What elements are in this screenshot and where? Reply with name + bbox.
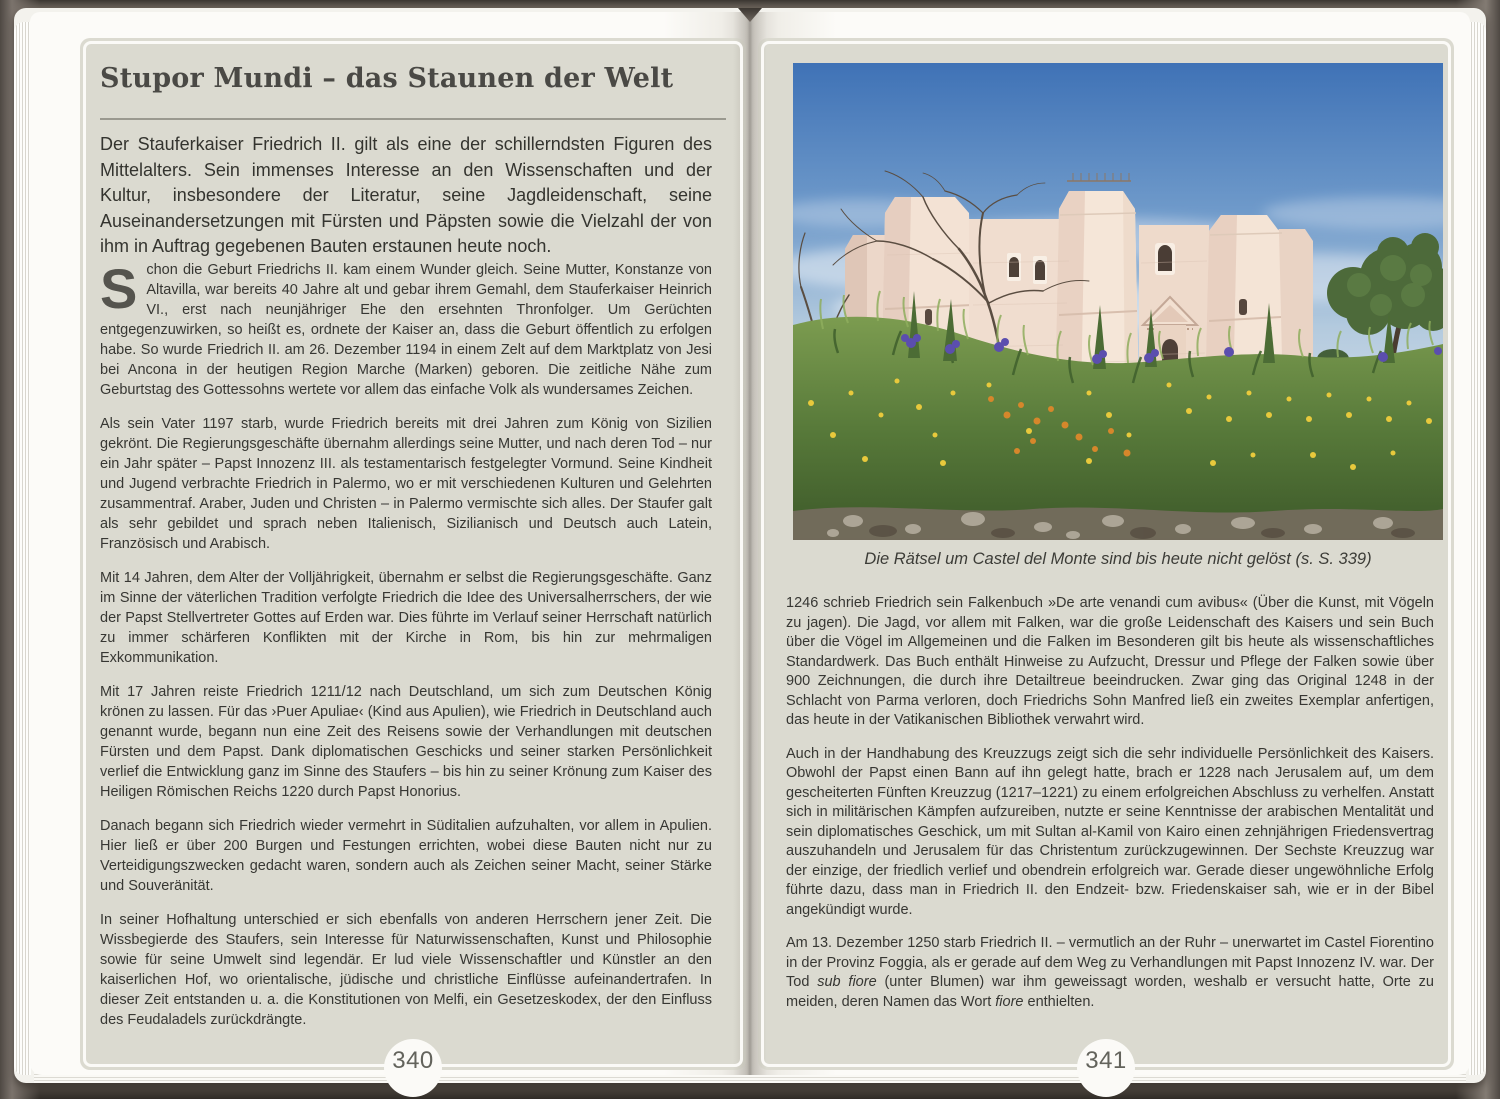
body-paragraph: Mit 17 Jahren reiste Friedrich 1211/12 nach Deutschland, um sich zum Deutschen König krönen zu lassen. Für das ›Puer Apuliae‹ (Kind aus Apulien), wie Friedrich in Deutschland auch genannt wurde, begann nun eine Zeit des Reisens sowie der Verhandlungen mit deutschen Fürsten und dem Papst. Dank diplomatischen Geschicks und seiner starken Persönlichkeit verlief die Entwicklung ganz im Sinne des Staufers – bis hin zu seiner Krönung zum Kaiser des Heiligen Römischen Reichs 1220 durch Papst Honorius. <box>100 684 712 800</box>
right-text-column <box>786 594 1434 1026</box>
page-number-badge-left <box>384 1039 442 1097</box>
right-page-panel <box>758 38 1454 1074</box>
page-number-badge-right <box>1077 1039 1135 1097</box>
page-number-left: 340 <box>392 1047 434 1074</box>
body-paragraph: Schon die Geburt Friedrichs II. kam einem Wunder gleich. Seine Mutter, Konstanze von Altavilla, war bereits 40 Jahre alt und gebar ihrem Gemahl, dem Stauferkaiser Heinrich VI., erst nach neunjähriger Ehe den ersehnten Thronfolger. Um Gerüchten entgegenzuwirken, so heißt es, ordnete der Kaiser an, dass die Geburt öffentlich zu erfolgen habe. So wurde Friedrich II. am 26. Dezember 1194 in einem Zelt auf dem Marktplatz von Jesi bei Ancona in der heutigen Region Marche (Marken) geboren. Die zeitliche Nähe zum Geburtstag des Gottessohns wertete vor allem das einfache Volk als wundersames Zeichen. <box>100 257 712 398</box>
body-paragraph: Auch in der Handhabung des Kreuzzugs zeigt sich die sehr individuelle Persönlichkeit des Kaisers. Obwohl der Papst einen Bann auf ihn gelegt hatte, brach er 1228 nach Jerusalem auf, um dem gescheiterten Fünften Kreuzzug (1217–1221) zu einem erfolgreichen Abschluss zu verhelfen. Anstatt sich in militärischen Kämpfen aufzureiben, nutzte er seine Kenntnisse der arabischen Mentalität und sein diplomatisches Geschick, um mit Sultan al-Kamil von Kairo einen zehnjährigen Friedensvertrag auszuhandeln und Jerusalem für das Christentum zurückzugewinnen. Der Sechste Kreuzzug war der einzige, der friedlich verlief und obendrein erfolgreich war. Gerade dieser ungewöhnliche Erfolg führte dazu, dass man in Friedrich II. den Endzeit- bzw. Friedenskaiser sah, wie er in der Bibel angekündigt wurde. <box>786 745 1434 918</box>
castel-del-monte-photo <box>793 63 1443 540</box>
right-page <box>750 12 1470 1075</box>
photo-caption: Die Rätsel um Castel del Monte sind bis heute nicht gelöst (s. S. 339) <box>864 550 1372 568</box>
drop-cap: S <box>100 257 138 320</box>
title-rule <box>100 118 726 120</box>
page-number-right: 341 <box>1085 1047 1127 1074</box>
page-title: Stupor Mundi – das Staunen der Welt <box>100 63 674 94</box>
body-paragraph: Als sein Vater 1197 starb, wurde Friedrich bereits mit drei Jahren zum König von Sizilien gekrönt. Die Regierungsgeschäfte übernahm allerdings seine Mutter, und nach deren Tod – nur ein Jahr später – Papst Innozenz III. als testamentarisch festgelegter Vormund. Seine Kindheit und Jugend verbrachte Friedrich in Palermo, wo er mit verschiedenen Kulturen und Gelehrten zusammentraf. Araber, Juden und Christen – in Palermo vermischte sich alles. Der Staufer galt als sehr gebildet und sprach neben Italienisch, Sizilianisch und Deutsch auch Latein, Französisch und Arabisch. <box>100 416 712 552</box>
left-text-column <box>100 257 712 1044</box>
body-paragraph: Am 13. Dezember 1250 starb Friedrich II. – vermutlich an der Ruhr – unerwartet im Castel Fiorentino in der Provinz Foggia, als er gerade auf dem Weg zu Verhandlungen mit Papst Innozenz IV. war. Der Tod sub fiore (unter Blumen) war ihm geweissagt worden, weshalb er versucht hatte, Orte zu meiden, deren Namen das Wort fiore enthielten. <box>786 935 1434 1010</box>
body-paragraph: In seiner Hofhaltung unterschied er sich ebenfalls von anderen Herrschern jener Zeit. Die Wissbegierde des Staufers, sein Interesse für Naturwissenschaften, Kunst und Philosophie sowie für seine Umwelt sind legendär. Er lud viele Wissenschaftler und Künstler an den kaiserlichen Hof, wo orientalische, jüdische und christliche Einflüsse aufeinandertrafen. In dieser Zeit entstanden u. a. die Konstitutionen von Melfi, ein Gesetzeskodex, der den Einfluss des Feudaladels zurückdrängte. <box>100 912 712 1028</box>
body-paragraph: 1246 schrieb Friedrich sein Falkenbuch »De arte venandi cum avibus« (Über die Kunst, mit Vögeln zu jagen). Die Jagd, vor allem mit Falken, war die große Leidenschaft des Kaisers und sein Buch über die Vögel im Allgemeinen und die Falken im Besonderen gilt bis heute als wissenschaftliches Standardwerk. Das Buch enthält Hinweise zu Aufzucht, Dressur und Pflege der Falken sowie über 900 Zeichnungen, die durch ihre Detailtreue beeindrucken. Zwar ging das Original 1248 in der Schlacht von Parma verloren, doch Friedrichs Sohn Manfred ließ ein zweites Exemplar anfertigen, das heute in der Vatikanischen Bibliothek verwahrt wird. <box>786 595 1434 728</box>
body-paragraph: Danach begann sich Friedrich wieder vermehrt in Süditalien aufzuhalten, vor allem in Apulien. Hier ließ er über 200 Burgen und Festungen errichten, wobei diese Bauten nicht nur zu Verteidigungszwecken gedacht waren, sondern auch als Zeichen seiner Macht, seiner Stärke und Souveränität. <box>100 818 712 894</box>
intro-paragraph: Der Stauferkaiser Friedrich II. gilt als eine der schillerndsten Figuren des Mittelalters. Sein immenses Interesse an den Wissenschaften und der Kultur, insbesondere der Literatur, seine Jagdleidenschaft, seine Auseinandersetzungen mit Fürsten und Päpsten sowie die Vielzahl der von ihm in Auftrag gegebenen Bauten erstaunen heute noch. <box>100 134 712 256</box>
page-edges-left <box>14 22 31 1075</box>
page-edges-right <box>1469 22 1486 1075</box>
left-page-panel <box>80 38 746 1074</box>
left-page <box>30 12 750 1075</box>
body-paragraph: Mit 14 Jahren, dem Alter der Volljährigkeit, übernahm er selbst die Regierungsgeschäfte. Ganz im Sinne der väterlichen Tradition verfolgte Friedrich die Idee des Universalherrschers, der wie der Papst Stellvertreter Gottes auf Erden war. Dies führte im Verlauf seiner Herrschaft natürlich zu immer schärferen Konflikten mit der Kirche in Rom, bis hin zur mehrmaligen Exkommunikation. <box>100 570 712 666</box>
